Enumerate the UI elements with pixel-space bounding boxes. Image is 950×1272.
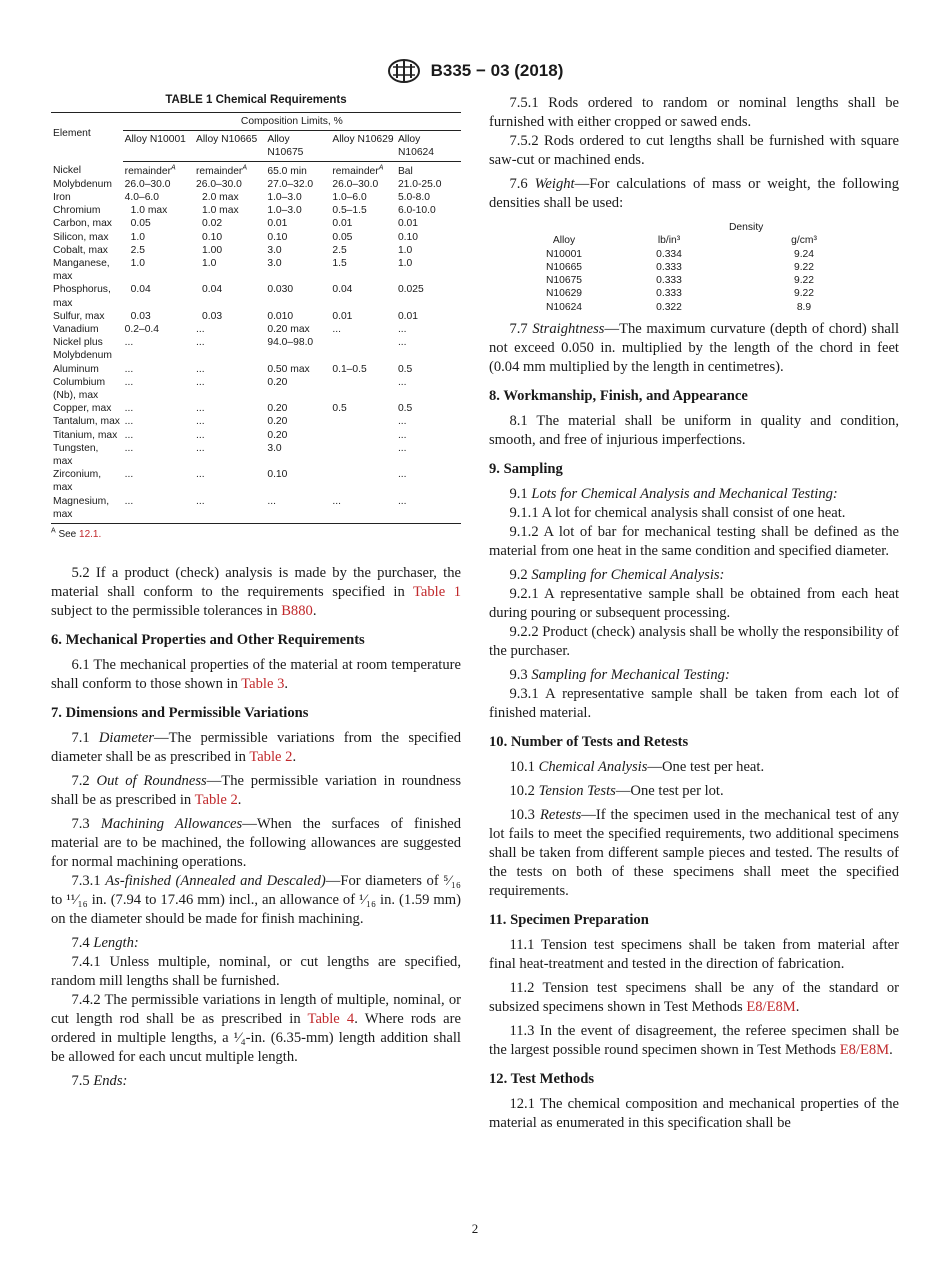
astm-logo-icon xyxy=(387,58,421,84)
value-cell: 0.03 xyxy=(130,310,151,322)
paragraph-9-3-1: 9.3.1 A representative sample shall be taken from each lot of finished material. xyxy=(489,686,899,722)
value-cell: 0.025 xyxy=(397,284,424,296)
element-cell: Manganese, max xyxy=(53,258,110,283)
value-cell: 26.0–30.0 xyxy=(124,178,171,190)
value-cell: 2.5 xyxy=(130,244,145,256)
density-cell: 9.22 xyxy=(793,275,815,287)
value-cell: remainder$^A$ xyxy=(332,164,384,177)
element-cell: Vanadium xyxy=(53,324,99,336)
paragraph-7-1: 7.1 Diameter—The permissible variations from the specified diameter shall be as prescribed in Table 2. xyxy=(51,730,462,766)
e8-link[interactable]: E8/E8M xyxy=(839,1042,890,1059)
paragraph-10-2: 10.2 Tension Tests—One test per lot. xyxy=(509,783,724,800)
table-row xyxy=(51,336,461,362)
value-cell: ... xyxy=(196,442,205,454)
paragraph-9-3: 9.3 Sampling for Mechanical Testing: xyxy=(509,667,730,684)
paragraph-7-6: 7.6 Weight—For calculations of mass or weight, the following densities shall be used: xyxy=(489,176,899,211)
value-cell: ... xyxy=(397,337,407,349)
element-header: Element xyxy=(51,113,123,162)
value-cell: 0.03 xyxy=(202,310,223,322)
value-cell: 0.01 xyxy=(397,218,418,230)
value-cell: ... xyxy=(397,429,407,441)
value-cell: 0.010 xyxy=(267,310,294,322)
density-cell: N10675 xyxy=(545,275,583,287)
table-row xyxy=(51,283,461,309)
element-cell: Nickel plus Molybdenum xyxy=(53,337,112,362)
value-cell: 0.1–0.5 xyxy=(332,363,367,375)
value-cell: 0.05 xyxy=(130,218,151,230)
value-cell: 0.10 xyxy=(397,231,418,243)
value-cell: ... xyxy=(196,324,205,336)
value-cell: ... xyxy=(397,324,407,336)
value-cell: 0.5 xyxy=(397,363,413,375)
value-cell: 0.04 xyxy=(202,284,223,296)
paragraph-7-4: 7.4 Length: xyxy=(71,935,139,952)
value-cell: ... xyxy=(397,442,407,454)
density-cell: N10665 xyxy=(545,261,583,273)
table-row xyxy=(51,204,461,217)
paragraph-7-7: 7.7 Straightness—The maximum curvature (depth of chord) shall not exceed 0.050 in. multiplied by the length of the chord in feet (0.04 mm multiplied by the length in centimetres). xyxy=(489,321,899,376)
value-cell: ... xyxy=(196,376,205,388)
value-cell: 0.20 xyxy=(267,429,288,441)
section-10-heading: 10. Number of Tests and Retests xyxy=(489,734,689,751)
table4-link[interactable]: Table 4 xyxy=(307,1011,355,1028)
value-cell: 26.0–30.0 xyxy=(196,178,242,190)
table-row xyxy=(519,248,879,261)
value-cell: 3.0 xyxy=(267,258,282,270)
table2-link[interactable]: Table 2 xyxy=(194,792,238,809)
value-cell: ... xyxy=(397,469,407,481)
value-cell xyxy=(330,429,396,442)
table-row xyxy=(51,429,461,442)
section-9-heading: 9. Sampling xyxy=(489,461,563,478)
table-row xyxy=(51,217,461,230)
density-col-lb: lb/in³ xyxy=(657,235,681,247)
table3-link[interactable]: Table 3 xyxy=(241,676,285,693)
value-cell: 5.0-8.0 xyxy=(397,192,430,204)
value-cell: 0.20 xyxy=(267,403,288,415)
table1-link[interactable]: Table 1 xyxy=(412,584,461,601)
table-row xyxy=(51,191,461,204)
section-11-heading: 11. Specimen Preparation xyxy=(489,912,649,929)
value-cell: ... xyxy=(124,337,134,349)
value-cell: Bal xyxy=(397,165,413,177)
value-cell: 0.01 xyxy=(267,218,288,230)
composition-limits-header: Composition Limits, % xyxy=(123,113,461,131)
table-row xyxy=(51,244,461,257)
value-cell: ... xyxy=(194,495,265,524)
value-cell: 4.0–6.0 xyxy=(124,192,160,204)
paragraph-7-3-1: 7.3.1 As-finished (Annealed and Descaled)—For diameters of ⁵⁄₁₆ to ¹¹⁄₁₆ in. (7.94 to 17.46 mm) incl., an allowance of ¹⁄₁₆ in. (1.59 mm) on the diameter should be made for finish machining. xyxy=(51,873,461,928)
table-row xyxy=(51,161,461,178)
element-cell: Phosphorus, max xyxy=(53,284,111,309)
value-cell xyxy=(330,376,396,402)
table-row xyxy=(51,323,461,336)
table-row xyxy=(519,287,879,300)
table1-title: TABLE 1 Chemical Requirements xyxy=(165,94,347,106)
table-row xyxy=(51,363,461,376)
paragraph-11-2: 11.2 Tension test specimens shall be any of the standard or subsized specimens shown in Test Methods E8/E8M. xyxy=(489,980,899,1016)
density-cell: 9.22 xyxy=(793,288,815,300)
element-cell: Silicon, max xyxy=(53,231,109,243)
value-cell: 0.20 max xyxy=(267,324,310,336)
element-cell: Aluminum xyxy=(53,363,99,375)
density-cell: 9.22 xyxy=(793,261,815,273)
value-cell xyxy=(330,468,396,494)
paragraph-9-2-2: 9.2.2 Product (check) analysis shall be wholly the responsibility of the purchaser. xyxy=(489,624,899,660)
value-cell xyxy=(330,415,396,428)
density-cell: 0.322 xyxy=(656,301,682,313)
value-cell: 0.10 xyxy=(267,469,288,481)
section-8-heading: 8. Workmanship, Finish, and Appearance xyxy=(489,388,748,405)
paragraph-5-2: 5.2 If a product (check) analysis is made by the purchaser, the material shall conform to the requirements specified in Table 1 subject to the permissible tolerances in B880. xyxy=(51,565,461,620)
value-cell: 0.50 max xyxy=(267,363,310,375)
value-cell: 0.20 xyxy=(267,416,288,428)
value-cell: 27.0–32.0 xyxy=(267,178,314,190)
value-cell: 26.0–30.0 xyxy=(332,178,379,190)
paragraph-7-3: 7.3 Machining Allowances—When the surfaces of finished material are to be machined, the following allowances are suggested for normal machining operations. xyxy=(51,816,462,871)
value-cell: 1.0 xyxy=(397,258,413,270)
element-cell: Molybdenum xyxy=(53,178,112,190)
paragraph-9-2-1: 9.2.1 A representative sample shall be obtained from each heat during pouring or subsequent processing. xyxy=(489,586,899,622)
density-cell: 0.333 xyxy=(656,275,682,287)
density-cell: 0.333 xyxy=(656,261,682,273)
value-cell: ... xyxy=(123,495,194,524)
value-cell: 0.10 xyxy=(267,231,288,243)
table-row xyxy=(51,495,461,524)
element-cell: Nickel xyxy=(53,165,82,177)
value-cell: 6.0-10.0 xyxy=(397,205,436,217)
value-cell: ... xyxy=(332,324,341,336)
table-row xyxy=(519,261,879,274)
chemical-requirements-table xyxy=(51,112,461,524)
value-cell: 0.04 xyxy=(130,284,151,296)
table-row xyxy=(51,231,461,244)
b880-link[interactable]: B880 xyxy=(281,603,313,620)
value-cell: 0.01 xyxy=(332,310,353,322)
value-cell: 0.01 xyxy=(397,310,418,322)
table-row xyxy=(51,415,461,428)
element-cell: Titanium, max xyxy=(53,429,118,441)
value-cell: ... xyxy=(124,376,134,388)
table1-footnote: $^A$ See 12.1. xyxy=(51,527,102,541)
paragraph-9-2: 9.2 Sampling for Chemical Analysis: xyxy=(509,567,725,584)
value-cell: 3.0 xyxy=(267,244,282,256)
value-cell: 1.0–3.0 xyxy=(267,205,302,217)
paragraph-6-1: 6.1 The mechanical properties of the material at room temperature shall conform to those shown in Table 3. xyxy=(51,657,461,693)
density-col-alloy: Alloy xyxy=(552,235,576,247)
table-row xyxy=(519,274,879,287)
value-cell: 3.0 xyxy=(267,442,282,454)
value-cell: 2.0 max xyxy=(202,192,239,204)
paragraph-7-4-1: 7.4.1 Unless multiple, nominal, or cut lengths are specified, random mill lengths shall be furnished. xyxy=(51,954,461,990)
element-cell: Iron xyxy=(53,192,71,204)
table-row xyxy=(51,442,461,468)
paragraph-10-1: 10.1 Chemical Analysis—One test per heat. xyxy=(509,759,765,776)
value-cell: 1.0 xyxy=(130,231,145,243)
element-cell: Magnesium, max xyxy=(51,495,123,524)
element-cell: Sulfur, max xyxy=(53,310,105,322)
value-cell: ... xyxy=(124,363,134,375)
element-cell: Cobalt, max xyxy=(53,244,108,256)
value-cell: ... xyxy=(124,469,134,481)
density-header: Density xyxy=(729,222,764,233)
left-column xyxy=(51,94,461,1091)
value-cell: 0.2–0.4 xyxy=(124,324,160,336)
element-cell: Tantalum, max xyxy=(53,416,120,428)
value-cell: ... xyxy=(397,416,407,428)
section-12-heading: 12. Test Methods xyxy=(489,1071,595,1088)
value-cell xyxy=(330,336,396,362)
density-cell: 8.9 xyxy=(796,301,812,313)
paragraph-7-2: 7.2 Out of Roundness—The permissible variation in roundness shall be as prescribed in Table 2. xyxy=(51,773,462,809)
page-number: 2 xyxy=(471,1221,479,1236)
value-cell: ... xyxy=(124,403,134,415)
alloy-header: Alloy N10665 xyxy=(194,131,265,161)
document-designation: B335 − 03 (2018) xyxy=(430,61,564,80)
value-cell: 1.0–6.0 xyxy=(332,192,367,204)
density-cell: N10629 xyxy=(545,288,583,300)
value-cell: 1.0 xyxy=(130,258,145,270)
value-cell: ... xyxy=(196,403,205,415)
element-cell: Columbium (Nb), max xyxy=(53,376,106,402)
value-cell: ... xyxy=(124,442,134,454)
value-cell: 94.0–98.0 xyxy=(267,337,314,349)
value-cell: 65.0 min xyxy=(267,165,307,177)
section-7-heading: 7. Dimensions and Permissible Variations xyxy=(51,705,309,722)
right-column xyxy=(489,94,899,1133)
table2-link[interactable]: Table 2 xyxy=(249,749,293,766)
value-cell: 1.0 max xyxy=(130,205,168,217)
element-cell: Tungsten, max xyxy=(53,442,99,468)
value-cell: 21.0-25.0 xyxy=(397,178,442,190)
value-cell: ... xyxy=(196,337,205,349)
alloy-header: Alloy N10675 xyxy=(265,131,330,161)
value-cell: 1.5 xyxy=(332,258,347,270)
element-cell: Zirconium, max xyxy=(53,469,102,494)
value-cell: remainder$^A$ xyxy=(124,164,176,177)
value-cell: ... xyxy=(396,495,461,524)
value-cell: ... xyxy=(330,495,396,524)
alloy-header: Alloy N10624 xyxy=(396,131,461,161)
value-cell: 0.5 xyxy=(332,403,347,415)
density-cell: N10001 xyxy=(545,248,583,260)
paragraph-9-1: 9.1 Lots for Chemical Analysis and Mechanical Testing: xyxy=(509,486,838,503)
value-cell: 0.02 xyxy=(202,218,223,230)
paragraph-11-1: 11.1 Tension test specimens shall be taken from material after final heat-treatment and tested in the direction of fabrication. xyxy=(489,937,899,973)
paragraph-12-1: 12.1 The chemical composition and mechanical properties of the material as enumerated in this specification shall be xyxy=(489,1096,899,1132)
value-cell: ... xyxy=(196,416,205,428)
paragraph-7-4-2: 7.4.2 The permissible variations in length of multiple, nominal, or cut length rod shall be as prescribed in Table 4. Where rods are ordered in multiple lengths, a ¹⁄₄-in. (6.35-mm) length addition shall be allowed for each uncut multiple length. xyxy=(51,992,461,1066)
value-cell: 1.0–3.0 xyxy=(267,192,302,204)
table-row xyxy=(51,376,461,402)
density-cell: 9.24 xyxy=(793,248,815,260)
value-cell: 0.20 xyxy=(267,376,288,388)
page-header xyxy=(0,58,950,84)
value-cell: ... xyxy=(265,495,330,524)
paragraph-7-5-1: 7.5.1 Rods ordered to random or nominal lengths shall be furnished with either cropped or sawed ends. xyxy=(489,95,899,130)
table-row xyxy=(51,257,461,283)
value-cell: ... xyxy=(196,363,205,375)
paragraph-10-3: 10.3 Retests—If the specimen used in the mechanical test of any lot fails to meet the specified requirements, two additional specimens shall be taken from different sample pieces and tested. The results of the tests on both of these specimens shall meet the specified requirements. xyxy=(489,807,899,900)
value-cell: ... xyxy=(124,416,134,428)
value-cell: 1.0 max xyxy=(202,205,239,217)
e8-link[interactable]: E8/E8M xyxy=(746,999,796,1016)
value-cell: 1.0 xyxy=(397,244,413,256)
value-cell: 0.10 xyxy=(202,231,223,243)
value-cell: 1.00 xyxy=(202,244,223,256)
density-table xyxy=(519,221,879,314)
density-cell: 0.334 xyxy=(656,248,682,260)
value-cell: 0.04 xyxy=(332,284,353,296)
alloy-header: Alloy N10629 xyxy=(330,131,396,161)
value-cell: 0.01 xyxy=(332,218,353,230)
table-row xyxy=(51,468,461,494)
element-cell: Carbon, max xyxy=(53,218,112,230)
value-cell: 2.5 xyxy=(332,244,347,256)
value-cell: ... xyxy=(196,429,205,441)
density-col-g: g/cm³ xyxy=(791,235,817,247)
element-cell: Chromium xyxy=(53,205,101,217)
density-cell: 0.333 xyxy=(656,288,682,300)
table-row xyxy=(51,402,461,415)
value-cell: 1.0 xyxy=(202,258,217,270)
value-cell: 0.05 xyxy=(332,231,353,243)
table-row xyxy=(519,301,879,314)
value-cell: 0.5 xyxy=(397,403,413,415)
paragraph-11-3: 11.3 In the event of disagreement, the referee specimen shall be the largest possible round specimen shown in Test Methods E8/E8M. xyxy=(489,1023,899,1059)
alloy-header: Alloy N10001 xyxy=(123,131,194,161)
paragraph-7-5: 7.5 Ends: xyxy=(71,1073,128,1090)
table-row xyxy=(51,178,461,191)
section-6-heading: 6. Mechanical Properties and Other Requirements xyxy=(51,632,365,649)
paragraph-9-1-2: 9.1.2 A lot of bar for mechanical testing shall be defined as the material from one heat in the same condition and specified diameter. xyxy=(489,524,899,560)
value-cell: remainder$^A$ xyxy=(196,164,248,177)
value-cell: 0.5–1.5 xyxy=(332,205,367,217)
value-cell: ... xyxy=(397,376,407,388)
value-cell: ... xyxy=(196,469,205,481)
table-row xyxy=(51,310,461,323)
value-cell xyxy=(330,442,396,468)
value-cell: ... xyxy=(124,429,134,441)
element-cell: Copper, max xyxy=(53,403,112,415)
value-cell: 0.030 xyxy=(267,284,294,296)
density-cell: N10624 xyxy=(545,301,583,313)
footnote-link[interactable]: 12.1. xyxy=(79,529,102,541)
paragraph-7-5-2: 7.5.2 Rods ordered to cut lengths shall be furnished with square saw-cut or machined ends. xyxy=(489,133,899,168)
paragraph-9-1-1: 9.1.1 A lot for chemical analysis shall consist of one heat. xyxy=(509,505,846,522)
paragraph-8-1: 8.1 The material shall be uniform in quality and condition, smooth, and free of injurious imperfections. xyxy=(489,413,899,449)
